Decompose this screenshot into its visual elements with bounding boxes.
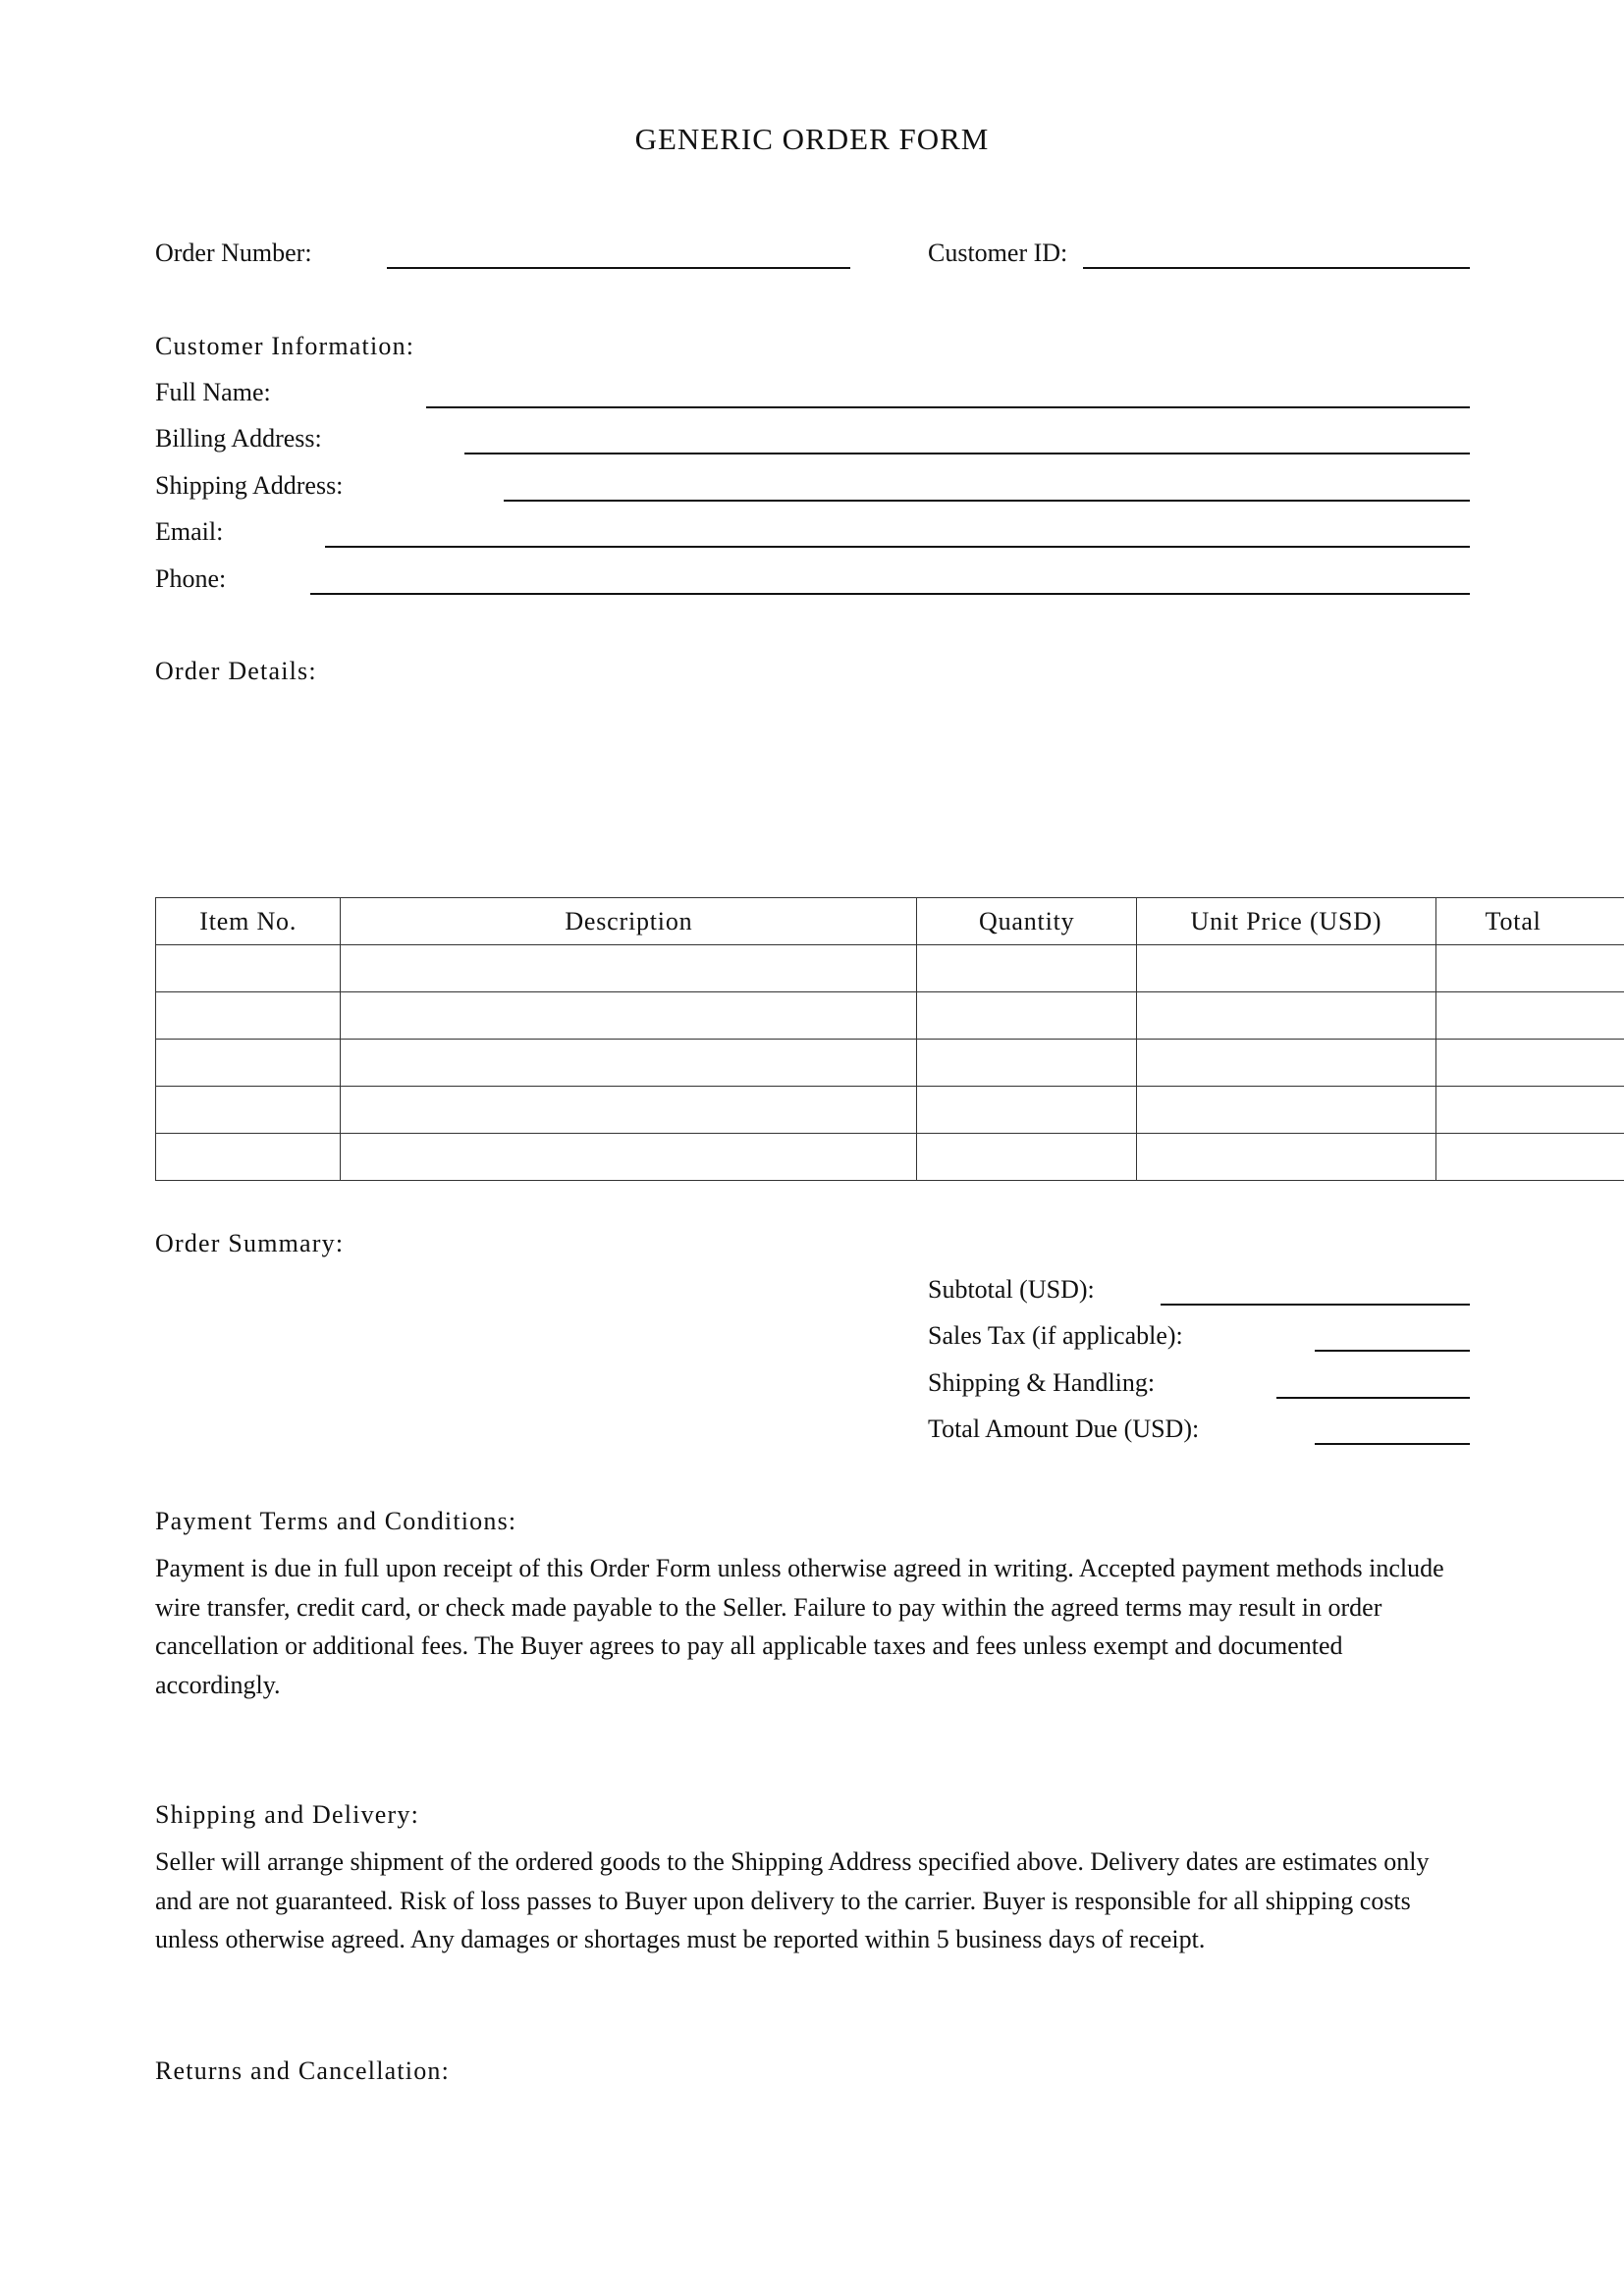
table-cell[interactable] bbox=[1137, 1134, 1435, 1181]
table-cell[interactable] bbox=[156, 1040, 341, 1087]
payment-terms-heading: Payment Terms and Conditions: bbox=[155, 1507, 517, 1535]
email-label: Email: bbox=[155, 517, 224, 546]
customer-id-label: Customer ID: bbox=[928, 239, 1068, 267]
billing-address-field[interactable] bbox=[464, 453, 1470, 454]
column-header-total: Total bbox=[1435, 898, 1624, 945]
shipping-delivery-text: Seller will arrange shipment of the ordered goods to the Shipping Address specified above. Delivery dates are estimates only and are not guaranteed. Risk of loss passes to Buyer upon delivery to the carrier. Buyer is responsible for all shipping costs unless otherwise agreed. Any damages or shortages must be reported within 5 business days of receipt. bbox=[155, 1847, 1430, 1953]
full-name-label: Full Name: bbox=[155, 378, 271, 406]
phone-field[interactable] bbox=[310, 593, 1470, 595]
table-cell[interactable] bbox=[341, 992, 917, 1040]
table-cell[interactable] bbox=[917, 945, 1137, 992]
shipping-handling-field[interactable] bbox=[1276, 1397, 1470, 1399]
customer-id-field[interactable] bbox=[1083, 267, 1470, 269]
full-name-field[interactable] bbox=[426, 406, 1470, 408]
table-row bbox=[156, 1134, 1624, 1181]
table-cell[interactable] bbox=[1435, 1040, 1624, 1087]
order-number-label: Order Number: bbox=[155, 239, 312, 267]
subtotal-field[interactable] bbox=[1161, 1304, 1470, 1306]
table-cell[interactable] bbox=[917, 1134, 1137, 1181]
table-cell[interactable] bbox=[156, 1087, 341, 1134]
sales-tax-field[interactable] bbox=[1315, 1350, 1470, 1352]
total-amount-due-label: Total Amount Due (USD): bbox=[928, 1415, 1200, 1443]
column-header-description: Description bbox=[341, 898, 917, 945]
table-row bbox=[156, 992, 1624, 1040]
phone-label: Phone: bbox=[155, 564, 227, 593]
order-summary-heading: Order Summary: bbox=[155, 1229, 345, 1257]
table-cell[interactable] bbox=[341, 1087, 917, 1134]
table-cell[interactable] bbox=[341, 1134, 917, 1181]
table-row bbox=[156, 945, 1624, 992]
table-row bbox=[156, 1087, 1624, 1134]
subtotal-label: Subtotal (USD): bbox=[928, 1275, 1095, 1304]
form-title: GENERIC ORDER FORM bbox=[634, 122, 990, 156]
email-field[interactable] bbox=[325, 546, 1470, 548]
shipping-delivery-heading: Shipping and Delivery: bbox=[155, 1800, 420, 1829]
column-header-unit-price: Unit Price (USD) bbox=[1137, 898, 1435, 945]
total-amount-due-field[interactable] bbox=[1315, 1443, 1470, 1445]
payment-terms-text: Payment is due in full upon receipt of this Order Form unless otherwise agreed in writing. Accepted payment methods include wire transfer, credit card, or check made payable to the Seller. Failure to pay within the agreed terms may result in order cancellation or additional fees. The Buyer agrees to pay all applicable taxes and fees unless exempt and documented accordingly. bbox=[155, 1554, 1444, 1699]
table-cell[interactable] bbox=[917, 1087, 1137, 1134]
table-cell[interactable] bbox=[1137, 1040, 1435, 1087]
column-header-quantity: Quantity bbox=[917, 898, 1137, 945]
table-cell[interactable] bbox=[917, 1040, 1137, 1087]
table-cell[interactable] bbox=[1435, 992, 1624, 1040]
table-cell[interactable] bbox=[156, 945, 341, 992]
table-cell[interactable] bbox=[1137, 945, 1435, 992]
table-row bbox=[156, 1040, 1624, 1087]
table-cell[interactable] bbox=[1137, 1087, 1435, 1134]
table-cell[interactable] bbox=[1435, 945, 1624, 992]
customer-information-heading: Customer Information: bbox=[155, 332, 415, 360]
table-header-row bbox=[156, 898, 1624, 945]
table-cell[interactable] bbox=[1435, 1134, 1624, 1181]
order-number-field[interactable] bbox=[387, 267, 850, 269]
sales-tax-label: Sales Tax (if applicable): bbox=[928, 1321, 1183, 1350]
order-details-heading: Order Details: bbox=[155, 657, 317, 685]
table-cell[interactable] bbox=[1435, 1087, 1624, 1134]
table-cell[interactable] bbox=[156, 992, 341, 1040]
shipping-handling-label: Shipping & Handling: bbox=[928, 1368, 1156, 1397]
table-cell[interactable] bbox=[156, 1134, 341, 1181]
billing-address-label: Billing Address: bbox=[155, 424, 322, 453]
table-cell[interactable] bbox=[341, 945, 917, 992]
order-items-table bbox=[155, 897, 1624, 1181]
column-header-item-no: Item No. bbox=[156, 898, 341, 945]
table-cell[interactable] bbox=[917, 992, 1137, 1040]
returns-cancellation-heading: Returns and Cancellation: bbox=[155, 2056, 451, 2085]
shipping-address-label: Shipping Address: bbox=[155, 471, 344, 500]
table-cell[interactable] bbox=[341, 1040, 917, 1087]
table-cell[interactable] bbox=[1137, 992, 1435, 1040]
shipping-address-field[interactable] bbox=[504, 500, 1470, 502]
